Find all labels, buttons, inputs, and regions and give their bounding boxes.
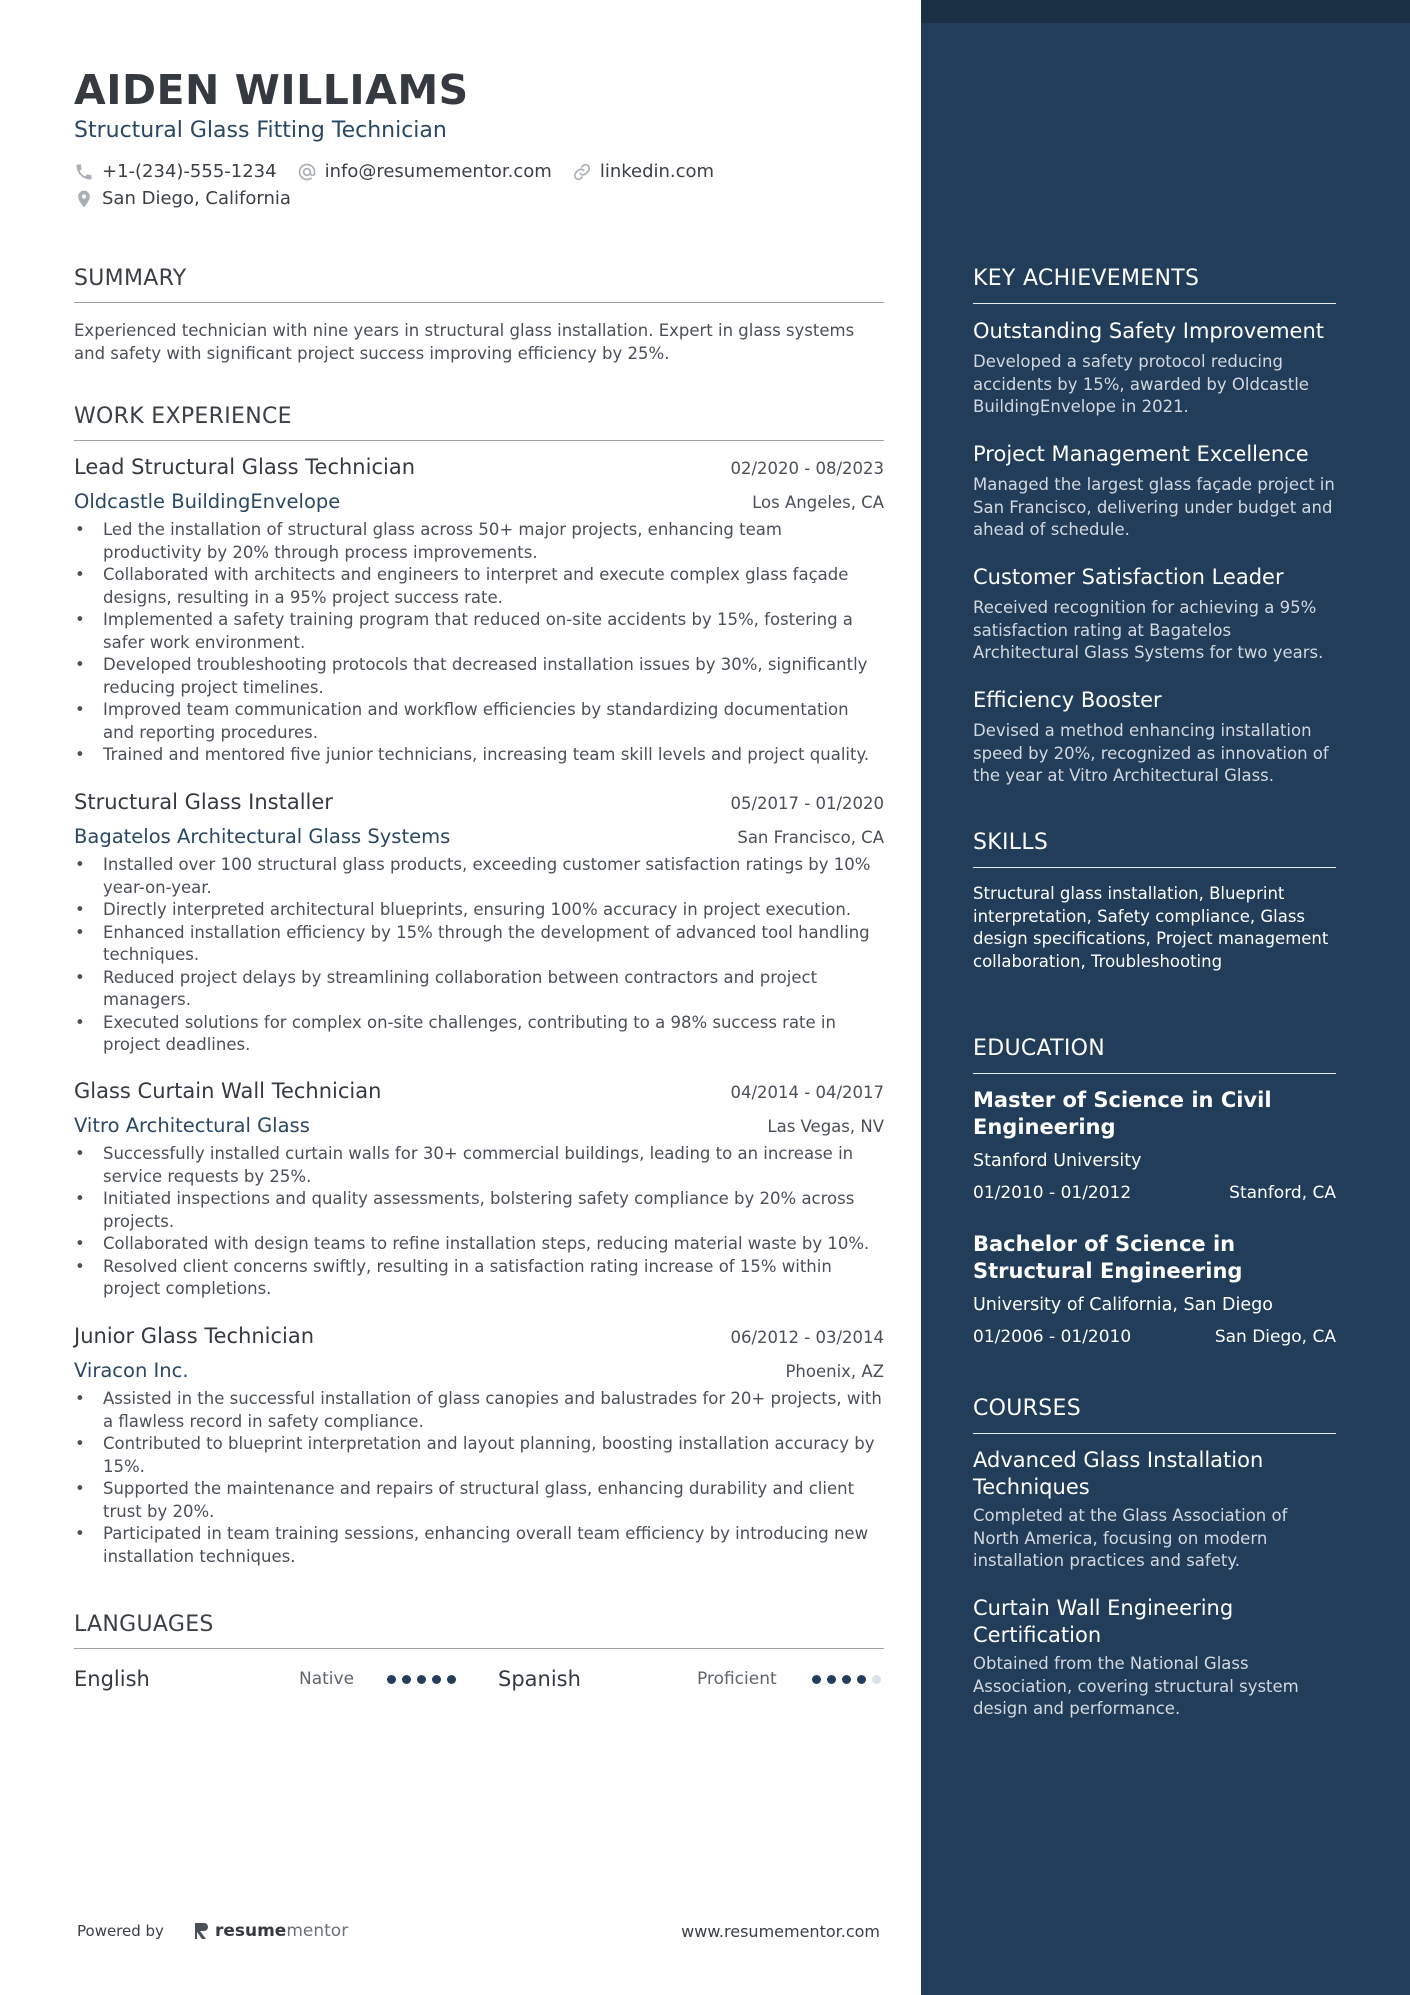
- phone-text: +1-(234)-555-1234: [102, 161, 277, 182]
- achievement-item: [973, 317, 1336, 419]
- job-company: Bagatelos Architectural Glass Systems: [74, 825, 451, 848]
- job-bullets: [74, 854, 884, 1057]
- location-pin-icon: [74, 189, 94, 209]
- phone-icon: [74, 162, 94, 182]
- job-bullet: • Supported the maintenance and repairs of structural glass, enhancing durability and client trust by 20%.: [74, 1478, 884, 1523]
- job-location: Los Angeles, CA: [752, 493, 884, 512]
- rating-dot-empty: [872, 1675, 881, 1684]
- job-bullet: • Collaborated with design teams to refine installation steps, reducing material waste by 10%.: [74, 1233, 884, 1256]
- job-bullet: • Contributed to blueprint interpretation and layout planning, boosting installation accuracy by 15%.: [74, 1433, 884, 1478]
- languages-list: [74, 1664, 884, 1694]
- summary-text: Experienced technician with nine years in structural glass installation. Expert in glass systems and safety with significant project success improving efficiency by 25%.: [74, 321, 855, 363]
- language-name: [498, 1664, 581, 1694]
- education-location: San Diego, CA: [1214, 1327, 1336, 1347]
- course-item: [973, 1447, 1336, 1573]
- job-bullet: • Executed solutions for complex on-site challenges, contributing to a 98% success rate in project deadlines.: [74, 1012, 884, 1057]
- job-location: Las Vegas, NV: [767, 1117, 884, 1136]
- language-level-text: Native: [299, 1669, 355, 1689]
- job-bullet: • Improved team communication and workflow efficiencies by standardizing documentation and reporting procedures.: [74, 699, 884, 744]
- education-item: [973, 1087, 1336, 1203]
- achievement-desc: Managed the largest glass façade project in San Francisco, delivering under budget and ahead of schedule.: [973, 475, 1335, 539]
- achievement-title: Outstanding Safety Improvement: [973, 319, 1325, 343]
- rating-dot-filled: [417, 1675, 426, 1684]
- job-location: Phoenix, AZ: [785, 1362, 884, 1381]
- course-title: Curtain Wall Engineering Certification: [973, 1596, 1234, 1647]
- candidate-name: AIDEN WILLIAMS: [74, 66, 469, 114]
- achievement-item: [973, 686, 1336, 788]
- job-company: Oldcastle BuildingEnvelope: [74, 490, 341, 513]
- powered-by-label: Powered by: [77, 1922, 164, 1940]
- rating-dot-filled: [387, 1675, 396, 1684]
- language-name-text: Spanish: [498, 1667, 581, 1691]
- rating-dot-filled: [402, 1675, 411, 1684]
- education-item: [973, 1231, 1336, 1347]
- candidate-role: Structural Glass Fitting Technician: [74, 118, 447, 143]
- job-dates: 04/2014 - 04/2017: [730, 1083, 884, 1102]
- job-bullet: • Resolved client concerns swiftly, resulting in a satisfaction rating increase of 15% within project completions.: [74, 1256, 884, 1301]
- summary-heading: SUMMARY: [74, 266, 884, 303]
- contact-phone: [74, 161, 277, 182]
- job-bullets: [74, 519, 884, 767]
- course-desc: Obtained from the National Glass Association, covering structural system design and performance.: [973, 1654, 1299, 1718]
- job-bullet: • Assisted in the successful installation of glass canopies and balustrades for 20+ projects, with a flawless record in safety compliance.: [74, 1388, 884, 1433]
- job-dates: 06/2012 - 03/2014: [730, 1328, 884, 1347]
- job-title: Lead Structural Glass Technician: [74, 455, 416, 479]
- job-entry: [74, 790, 884, 1057]
- job-bullet: • Enhanced installation efficiency by 15% through the development of advanced tool handling techniques.: [74, 922, 884, 967]
- contact-email[interactable]: [297, 161, 552, 182]
- contact-location: [74, 188, 291, 209]
- language-name-text: English: [74, 1667, 150, 1691]
- language-rating: [812, 1664, 887, 1694]
- website-link[interactable]: www.resumementor.com: [681, 1921, 880, 1941]
- job-bullet: • Developed troubleshooting protocols that decreased installation issues by 30%, significantly reducing project timelines.: [74, 654, 884, 699]
- achievement-desc: Developed a safety protocol reducing accidents by 15%, awarded by Oldcastle BuildingEnvelope in 2021.: [973, 352, 1309, 416]
- language-level: [299, 1664, 354, 1694]
- rating-dot-filled: [857, 1675, 866, 1684]
- job-location: San Francisco, CA: [737, 828, 884, 847]
- education-school: Stanford University: [973, 1151, 1142, 1171]
- job-bullet: • Reduced project delays by streamlining collaboration between contractors and project managers.: [74, 967, 884, 1012]
- job-bullet: • Trained and mentored five junior technicians, increasing team skill levels and project quality.: [74, 744, 884, 767]
- job-company: Viracon Inc.: [74, 1359, 189, 1382]
- course-desc: Completed at the Glass Association of North America, focusing on modern installation practices and safety.: [973, 1506, 1288, 1570]
- rating-dot-filled: [432, 1675, 441, 1684]
- footer: [74, 1916, 884, 1946]
- language-level-text: Proficient: [697, 1669, 777, 1689]
- brand-bold: resume: [214, 1921, 287, 1941]
- work-experience-heading: WORK EXPERIENCE: [74, 404, 884, 441]
- skills-text: Structural glass installation, Blueprint interpretation, Safety compliance, Glass design specifications, Project management collaboration, Troubleshooting: [973, 884, 1329, 971]
- language-name: [74, 1664, 150, 1694]
- job-company: Vitro Architectural Glass: [74, 1114, 310, 1137]
- achievement-item: [973, 440, 1336, 542]
- job-bullet: • Initiated inspections and quality assessments, bolstering safety compliance by 20% across projects.: [74, 1188, 884, 1233]
- education-degree: Bachelor of Science in Structural Engineering: [973, 1232, 1243, 1283]
- courses-heading: COURSES: [973, 1396, 1336, 1434]
- job-bullet: • Participated in team training sessions, enhancing overall team efficiency by introducing new installation techniques.: [74, 1523, 884, 1568]
- job-entry: [74, 1324, 884, 1568]
- course-title: Advanced Glass Installation Techniques: [973, 1448, 1264, 1499]
- sidebar-top-band: [921, 0, 1410, 23]
- achievement-title: Project Management Excellence: [973, 442, 1309, 466]
- rating-dot-filled: [827, 1675, 836, 1684]
- at-icon: [297, 162, 317, 182]
- achievement-desc: Devised a method enhancing installation speed by 20%, recognized as innovation of the year at Vitro Architectural Glass.: [973, 721, 1329, 785]
- skills-heading: SKILLS: [973, 830, 1336, 868]
- language-level: [697, 1664, 777, 1694]
- course-item: [973, 1595, 1336, 1721]
- contact-row-1: [74, 161, 734, 182]
- linkedin-text: linkedin.com: [599, 161, 715, 182]
- resumementor-logo-icon: [194, 1922, 210, 1940]
- brand-logo[interactable]: [194, 1921, 348, 1941]
- achievement-item: [973, 563, 1336, 665]
- education-location: Stanford, CA: [1229, 1183, 1336, 1203]
- job-title: Junior Glass Technician: [74, 1324, 315, 1348]
- languages-heading: LANGUAGES: [74, 1612, 884, 1649]
- job-bullet: • Successfully installed curtain walls for 30+ commercial buildings, leading to an increase in service requests by 25%.: [74, 1143, 884, 1188]
- job-entry: [74, 455, 884, 767]
- job-dates: 02/2020 - 08/2023: [730, 459, 884, 478]
- job-title: Structural Glass Installer: [74, 790, 333, 814]
- job-dates: 05/2017 - 01/2020: [730, 794, 884, 813]
- job-bullet: • Led the installation of structural glass across 50+ major projects, enhancing team productivity by 20% through process improvements.: [74, 519, 884, 564]
- location-text: San Diego, California: [102, 188, 291, 209]
- job-bullet: • Directly interpreted architectural blueprints, ensuring 100% accuracy in project execution.: [74, 899, 884, 922]
- education-school: University of California, San Diego: [973, 1295, 1273, 1315]
- achievement-title: Customer Satisfaction Leader: [973, 565, 1284, 589]
- education-dates: 01/2006 - 01/2010: [973, 1327, 1132, 1347]
- rating-dot-filled: [447, 1675, 456, 1684]
- brand-light: mentor: [286, 1921, 349, 1941]
- powered-by: [74, 1921, 348, 1941]
- education-degree: Master of Science in Civil Engineering: [973, 1088, 1272, 1139]
- education-dates: 01/2010 - 01/2012: [973, 1183, 1132, 1203]
- email-text: info@resumementor.com: [324, 161, 552, 182]
- job-entry: [74, 1079, 884, 1301]
- job-bullets: [74, 1143, 884, 1301]
- job-bullet: • Installed over 100 structural glass products, exceeding customer satisfaction ratings by 10% year-on-year.: [74, 854, 884, 899]
- contact-row-2: [74, 188, 311, 209]
- job-bullet: • Collaborated with architects and engineers to interpret and execute complex glass façade designs, resulting in a 95% project success rate.: [74, 564, 884, 609]
- rating-dot-filled: [842, 1675, 851, 1684]
- achievement-desc: Received recognition for achieving a 95% satisfaction rating at Bagatelos Architectural Glass Systems for two years.: [973, 598, 1324, 662]
- language-rating: [387, 1664, 462, 1694]
- job-bullets: [74, 1388, 884, 1568]
- contact-linkedin[interactable]: [572, 161, 714, 182]
- job-bullet: • Implemented a safety training program that reduced on-site accidents by 15%, fostering a safer work environment.: [74, 609, 884, 654]
- sidebar: [921, 0, 1410, 1995]
- link-icon: [572, 162, 592, 182]
- achievement-title: Efficiency Booster: [973, 688, 1162, 712]
- rating-dot-filled: [812, 1675, 821, 1684]
- education-heading: EDUCATION: [973, 1036, 1336, 1074]
- job-title: Glass Curtain Wall Technician: [74, 1079, 382, 1103]
- key-achievements-heading: KEY ACHIEVEMENTS: [973, 266, 1336, 304]
